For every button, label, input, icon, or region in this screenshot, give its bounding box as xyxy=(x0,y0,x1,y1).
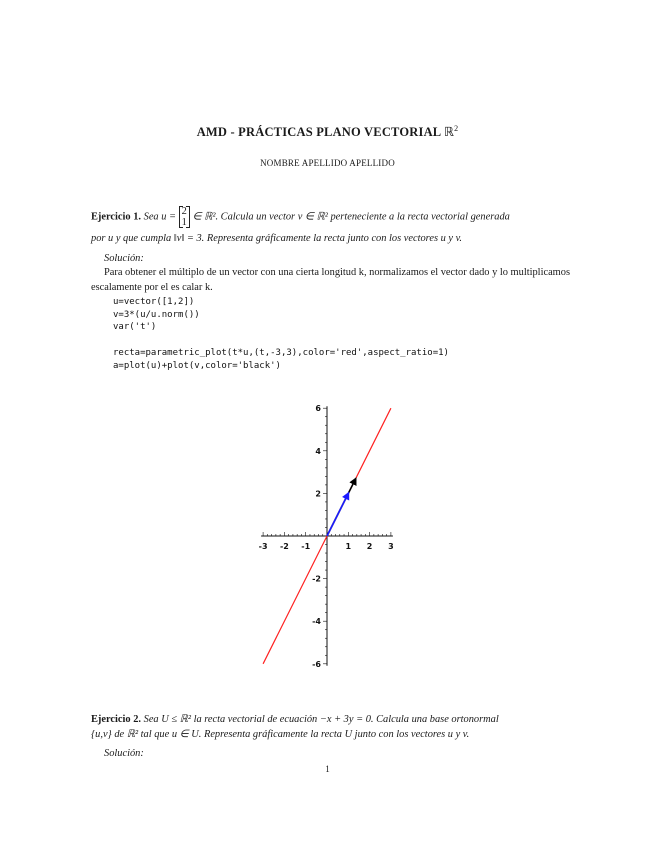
solution-1-body: Para obtener el múltiplo de un vector con una cierta longitud k, normalizamos el vector dado y lo multiplicamos escalamente por el es calar k. xyxy=(91,267,571,293)
vector-plot xyxy=(240,395,410,675)
x-tick-label: -2 xyxy=(279,542,289,551)
exercise-1-text-c: por u y que cumpla ‖v‖ = 3. Representa gráficamente la recta junto con los vectores u y v. xyxy=(91,233,463,244)
exercise-2-label: Ejercicio 2. xyxy=(91,714,142,725)
x-tick-label: 1 xyxy=(345,542,352,551)
matrix-entry: 1 xyxy=(181,217,187,228)
exercise-1-text-b: ∈ ℝ². Calcula un vector v ∈ ℝ² perteneciente a la recta vectorial generada xyxy=(192,211,510,223)
page-number: 1 xyxy=(325,764,330,774)
author-name: NOMBRE APELLIDO APELLIDO xyxy=(260,158,395,168)
series-u xyxy=(327,493,348,536)
solution-1-label: Solución: xyxy=(104,253,144,264)
x-tick-label: -3 xyxy=(258,542,268,551)
x-tick-label: 3 xyxy=(388,542,394,551)
y-tick-label: 2 xyxy=(315,489,321,499)
title-text: AMD - PRÁCTICAS PLANO VECTORIAL xyxy=(196,125,441,140)
exercise-2 xyxy=(91,712,573,727)
y-tick-label: -2 xyxy=(312,574,321,584)
exercise-1-text-a: Sea u = xyxy=(143,211,177,223)
exercise-1 xyxy=(91,206,573,228)
title-exponent: 2 xyxy=(454,124,459,133)
y-tick-label: 6 xyxy=(315,404,321,414)
matrix-entry: 2 xyxy=(181,206,187,217)
exercise-1-label: Ejercicio 1. xyxy=(91,211,142,223)
y-tick-label: 4 xyxy=(315,446,321,456)
x-tick-label: -1 xyxy=(301,542,311,551)
exercise-2-text-b: {u,v} de ℝ² tal que u ∈ U. Representa gráficamente la recta U junto con los vectores u y v. xyxy=(91,729,470,740)
code-block-2: recta=parametric_plot(t*u,(t,-3,3),color='red',aspect_ratio=1) a=plot(u)+plot(v,color='black') xyxy=(113,348,449,371)
exercise-2-text-a: Sea U ≤ ℝ² la recta vectorial de ecuación −x + 3y = 0. Calcula una base ortonormal xyxy=(143,714,499,725)
code-block-1: u=vector([1,2]) v=3*(u/u.norm()) var('t') xyxy=(113,297,200,332)
vector-matrix xyxy=(179,206,190,228)
x-tick-label: 2 xyxy=(366,542,373,551)
solution-2-label: Solución: xyxy=(104,748,144,759)
title-symbol: ℝ xyxy=(443,125,455,140)
y-tick-label: -4 xyxy=(312,617,321,627)
y-tick-label: -6 xyxy=(312,659,321,669)
page-title xyxy=(0,124,655,140)
